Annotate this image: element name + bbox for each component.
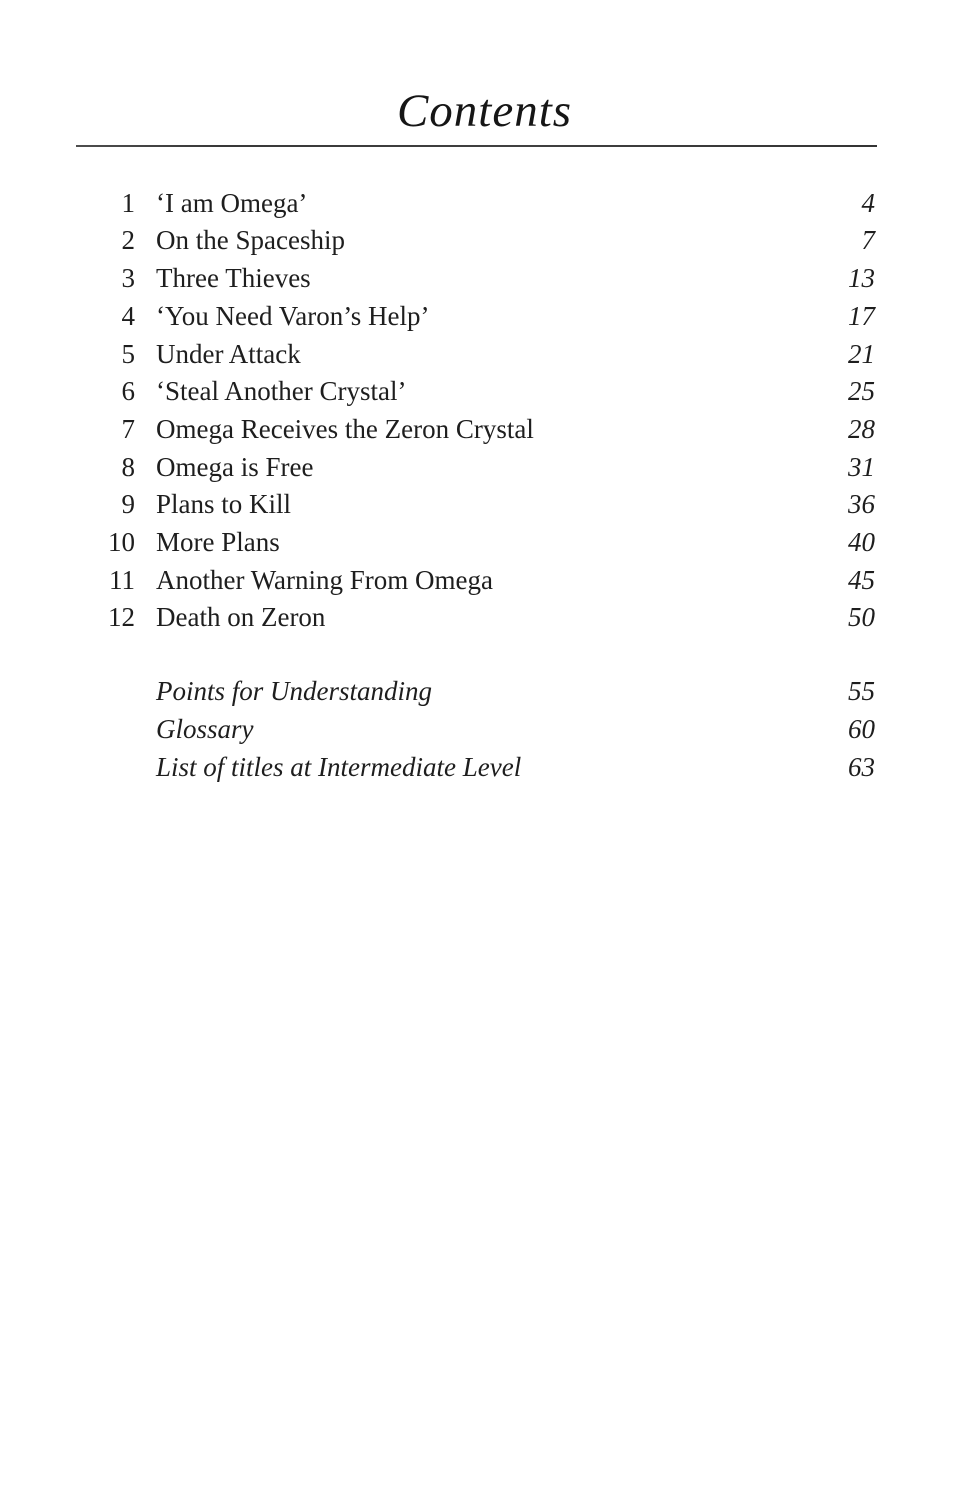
chapter-page-number: 17 <box>848 300 875 331</box>
back-matter-page-number: 55 <box>848 676 875 707</box>
chapter-number: 9 <box>121 489 135 520</box>
chapter-page-number: 40 <box>848 527 875 558</box>
page-title: Contents <box>396 85 573 137</box>
chapter-title: ‘I am Omega’ <box>156 187 308 218</box>
chapter-number: 4 <box>121 300 135 331</box>
chapter-number: 11 <box>109 564 135 595</box>
back-matter-row <box>0 749 969 787</box>
toc-row <box>0 524 969 562</box>
chapter-title: Death on Zeron <box>156 602 326 633</box>
toc-row <box>0 599 969 637</box>
chapter-number: 1 <box>121 187 135 218</box>
toc-row <box>0 185 969 223</box>
chapter-page-number: 25 <box>848 376 875 407</box>
chapter-title: Omega is Free <box>156 451 314 482</box>
chapter-title: Plans to Kill <box>156 489 292 520</box>
chapter-title: On the Spaceship <box>156 225 345 256</box>
chapter-number: 5 <box>121 338 135 369</box>
toc-row <box>0 336 969 374</box>
toc-row <box>0 373 969 411</box>
chapter-page-number: 21 <box>848 338 875 369</box>
chapter-title: ‘Steal Another Crystal’ <box>156 376 407 407</box>
toc-row <box>0 222 969 260</box>
chapter-page-number: 45 <box>848 564 875 595</box>
chapter-number: 6 <box>121 376 135 407</box>
chapter-title: Omega Receives the Zeron Crystal <box>156 413 534 444</box>
chapter-title: Another Warning From Omega <box>156 564 494 595</box>
chapter-title: ‘You Need Varon’s Help’ <box>156 300 430 331</box>
chapter-number: 3 <box>121 263 135 294</box>
back-matter-row <box>0 711 969 749</box>
table-of-contents <box>0 185 969 637</box>
back-matter-page-number: 63 <box>848 751 875 782</box>
toc-row <box>0 449 969 487</box>
chapter-number: 7 <box>121 413 135 444</box>
chapter-page-number: 31 <box>848 451 875 482</box>
chapter-page-number: 4 <box>861 187 875 218</box>
chapter-title: More Plans <box>156 527 280 558</box>
toc-row <box>0 260 969 298</box>
back-matter-title: Glossary <box>156 713 254 744</box>
chapter-title: Under Attack <box>156 338 301 369</box>
chapter-title: Three Thieves <box>156 263 311 294</box>
chapter-page-number: 13 <box>848 263 875 294</box>
toc-row <box>0 486 969 524</box>
chapter-number: 8 <box>121 451 135 482</box>
chapter-page-number: 28 <box>848 413 875 444</box>
back-matter-page-number: 60 <box>848 713 875 744</box>
toc-row <box>0 411 969 449</box>
chapter-number: 2 <box>121 225 135 256</box>
toc-row <box>0 298 969 336</box>
back-matter-title: List of titles at Intermediate Level <box>156 751 522 782</box>
chapter-page-number: 50 <box>848 602 875 633</box>
chapter-page-number: 7 <box>861 225 875 256</box>
chapter-number: 10 <box>108 527 135 558</box>
title-divider-rule <box>76 145 877 147</box>
back-matter-list <box>0 673 969 786</box>
back-matter-row <box>0 673 969 711</box>
chapter-page-number: 36 <box>848 489 875 520</box>
back-matter-title: Points for Understanding <box>156 676 433 707</box>
chapter-number: 12 <box>108 602 135 633</box>
toc-row <box>0 562 969 600</box>
